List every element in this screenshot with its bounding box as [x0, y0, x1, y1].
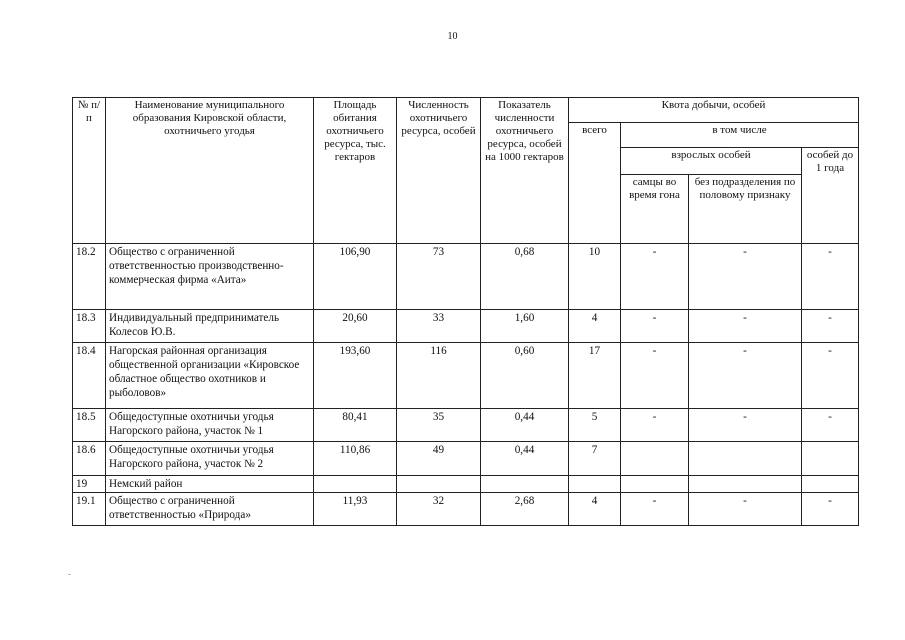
table-row	[73, 244, 859, 310]
header-count: Численность охотничьего ресурса, особей	[397, 98, 481, 244]
row-num: 19	[73, 476, 106, 493]
header-males-rut: самцы во время гона	[621, 175, 689, 244]
row-total: 4	[569, 493, 621, 526]
row-num: 18.2	[73, 244, 106, 310]
row-name: Индивидуальный предприниматель Колесов Ю.В.	[106, 310, 314, 343]
row-num: 18.3	[73, 310, 106, 343]
row-young	[802, 476, 859, 493]
row-nosex: -	[689, 409, 802, 442]
header-name: Наименование муниципального образования Кировской области, охотничьего угодья	[106, 98, 314, 244]
row-total: 7	[569, 442, 621, 476]
row-name: Общедоступные охотничьи угодья Нагорского района, участок № 2	[106, 442, 314, 476]
table-row	[73, 476, 859, 493]
row-area: 11,93	[314, 493, 397, 526]
row-count	[397, 476, 481, 493]
row-young	[802, 442, 859, 476]
row-males: -	[621, 493, 689, 526]
table-body	[73, 244, 859, 526]
header-including: в том числе	[621, 123, 859, 148]
row-num: 18.4	[73, 343, 106, 409]
row-num: 18.6	[73, 442, 106, 476]
row-nosex: -	[689, 343, 802, 409]
row-total: 5	[569, 409, 621, 442]
row-nosex	[689, 476, 802, 493]
row-males	[621, 476, 689, 493]
row-young: -	[802, 409, 859, 442]
row-nosex: -	[689, 244, 802, 310]
header-area: Площадь обитания охотничьего ресурса, тыс. гектаров	[314, 98, 397, 244]
row-total: 17	[569, 343, 621, 409]
row-males: -	[621, 409, 689, 442]
row-area: 110,86	[314, 442, 397, 476]
row-total: 10	[569, 244, 621, 310]
row-indicator	[481, 476, 569, 493]
row-total: 4	[569, 310, 621, 343]
row-young: -	[802, 343, 859, 409]
row-name: Общество с ограниченной ответственностью производственно-коммерческая фирма «Аита»	[106, 244, 314, 310]
table-row	[73, 442, 859, 476]
row-area: 106,90	[314, 244, 397, 310]
row-area: 20,60	[314, 310, 397, 343]
row-nosex	[689, 442, 802, 476]
row-area	[314, 476, 397, 493]
header-quota: Квота добычи, особей	[569, 98, 859, 123]
row-indicator: 0,44	[481, 409, 569, 442]
header-num: № п/п	[73, 98, 106, 244]
row-name: Общество с ограниченной ответственностью «Природа»	[106, 493, 314, 526]
row-males: -	[621, 310, 689, 343]
row-total	[569, 476, 621, 493]
row-num: 19.1	[73, 493, 106, 526]
row-area: 80,41	[314, 409, 397, 442]
row-indicator: 2,68	[481, 493, 569, 526]
table-header	[73, 98, 859, 244]
row-count: 32	[397, 493, 481, 526]
row-count: 49	[397, 442, 481, 476]
row-count: 73	[397, 244, 481, 310]
page-number: 10	[447, 31, 458, 42]
header-adults: взрослых особей	[621, 148, 802, 175]
row-count: 33	[397, 310, 481, 343]
table-row	[73, 310, 859, 343]
table-row	[73, 493, 859, 526]
header-under1: особей до 1 года	[802, 148, 859, 244]
row-count: 116	[397, 343, 481, 409]
quota-table	[72, 97, 859, 526]
header-indicator: Показатель численности охотничьего ресурса, особей на 1000 гектаров	[481, 98, 569, 244]
header-no-sex: без подразделения по половому признаку	[689, 175, 802, 244]
row-males	[621, 442, 689, 476]
row-name: Общедоступные охотничьи угодья Нагорского района, участок № 1	[106, 409, 314, 442]
row-name: Нагорская районная организация общественной организации «Кировское областное общество охотников и рыболовов»	[106, 343, 314, 409]
row-indicator: 0,60	[481, 343, 569, 409]
row-count: 35	[397, 409, 481, 442]
row-young: -	[802, 493, 859, 526]
scan-artifact	[68, 574, 71, 575]
table-row	[73, 409, 859, 442]
row-nosex: -	[689, 310, 802, 343]
row-indicator: 0,68	[481, 244, 569, 310]
row-area: 193,60	[314, 343, 397, 409]
row-males: -	[621, 343, 689, 409]
row-males: -	[621, 244, 689, 310]
row-indicator: 0,44	[481, 442, 569, 476]
row-num: 18.5	[73, 409, 106, 442]
row-nosex: -	[689, 493, 802, 526]
table-row	[73, 343, 859, 409]
row-indicator: 1,60	[481, 310, 569, 343]
row-young: -	[802, 244, 859, 310]
header-total: всего	[569, 123, 621, 244]
row-name: Немский район	[106, 476, 314, 493]
row-young: -	[802, 310, 859, 343]
